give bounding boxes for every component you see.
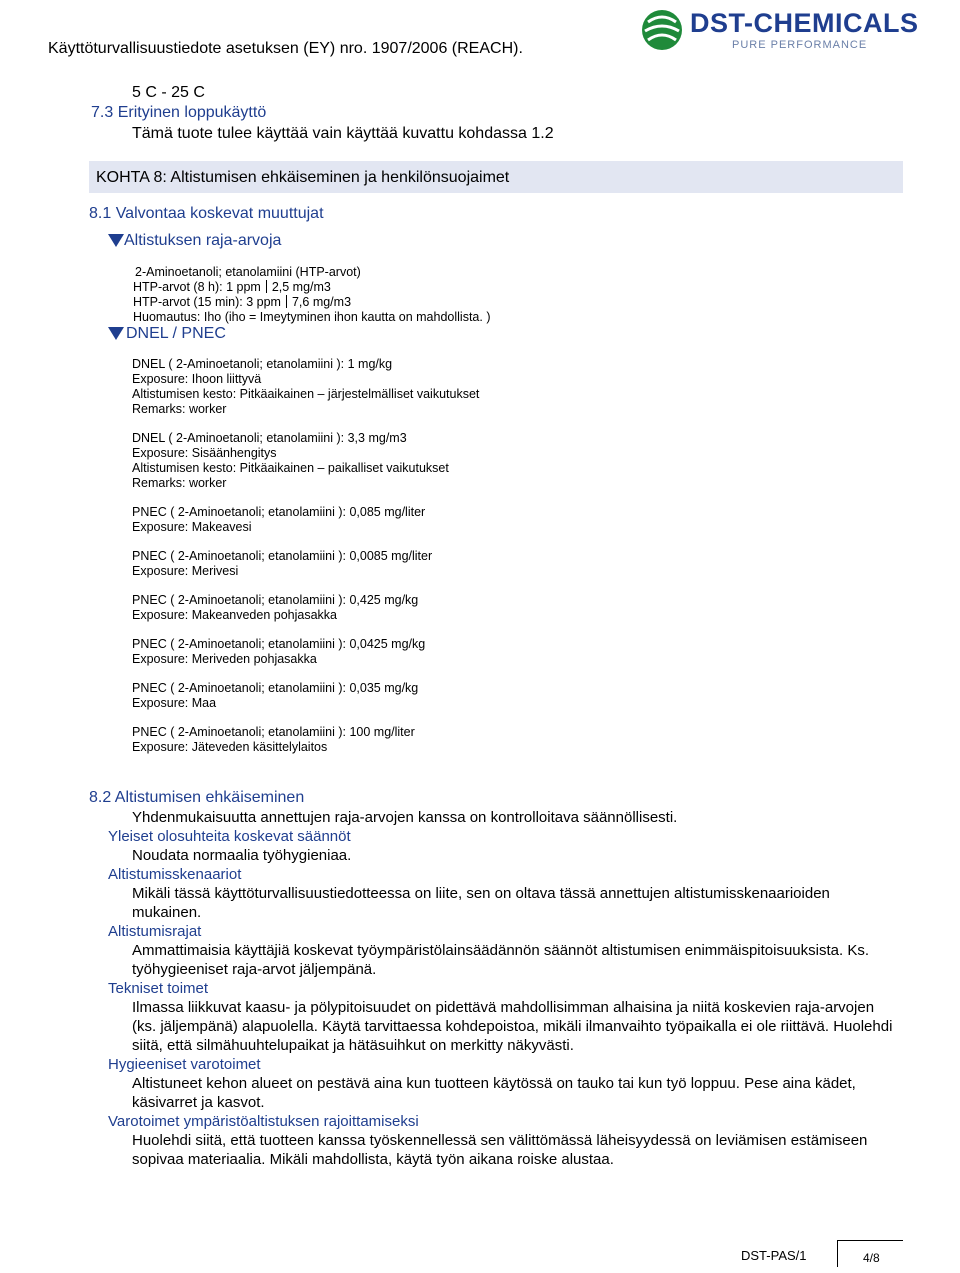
dnel-line: Altistumisen kesto: Pitkäaikainen – järjestelmälliset vaikutukset (132, 387, 480, 401)
pnec-line: Exposure: Jäteveden käsittelylaitos (132, 740, 328, 754)
subsection-text: Mikäli tässä käyttöturvallisuustiedotteessa on liite, sen on oltava tässä annettujen altistumisskenaarioiden mukainen. (132, 885, 830, 921)
section-8-2-body (108, 808, 898, 1169)
dnel-line: Altistumisen kesto: Pitkäaikainen – paikalliset vaikutukset (132, 461, 449, 475)
limit-15min-mg: 7,6 mg/m3 (291, 295, 352, 309)
section-8-1-title: 8.1 Valvontaa koskevat muuttujat (89, 205, 324, 222)
page-number: 4/8 (863, 1251, 880, 1265)
limits-substance: 2-Aminoetanoli; etanolamiini (HTP-arvot) (135, 265, 361, 279)
section-7-3-text: Tämä tuote tulee käyttää vain käyttää kuvattu kohdassa 1.2 (132, 125, 554, 142)
dnel-line: DNEL ( 2-Aminoetanoli; etanolamiini ): 3,3 mg/m3 (132, 431, 407, 445)
section-7-3-title: 7.3 Erityinen loppukäyttö (91, 104, 267, 121)
subsection-text: Huolehdi siitä, että tuotteen kanssa työskennellessä sen välittömässä läheisyydessä on leviämisen estämiseen sopivaa materiaalia. Mikäli mahdollista, käytä työn aikana roiske alustaa. (132, 1132, 868, 1168)
company-logo (640, 4, 920, 56)
dnel-line: Remarks: worker (132, 476, 227, 490)
limit-8h-mg: 2,5 mg/m3 (271, 280, 331, 294)
pnec-line: Exposure: Merivesi (132, 564, 239, 578)
list-item (132, 725, 832, 755)
dnel-pnec-title: DNEL / PNEC (126, 325, 226, 342)
list-item (132, 357, 832, 417)
pnec-line: PNEC ( 2-Aminoetanoli; etanolamiini ): 0,425 mg/kg (132, 593, 419, 607)
page-number-box (837, 1240, 903, 1267)
pnec-line: PNEC ( 2-Aminoetanoli; etanolamiini ): 0,085 mg/liter (132, 505, 426, 519)
subsection-text: Ammattimaisia käyttäjiä koskevat työympäristölainsäädännön säännöt altistumisen enimmäispitoisuuksista. Ks. työhygieeniset raja-arvot jäljempänä. (132, 942, 869, 978)
pnec-line: PNEC ( 2-Aminoetanoli; etanolamiini ): 0,035 mg/kg (132, 681, 419, 695)
logo-tagline: PURE PERFORMANCE (732, 39, 868, 51)
pnec-line: Exposure: Meriveden pohjasakka (132, 652, 317, 666)
limits-note: Huomautus: Iho (iho = Imeytyminen ihon kautta on mahdollista. ) (133, 310, 491, 324)
pnec-line: Exposure: Makeavesi (132, 520, 252, 534)
pnec-line: PNEC ( 2-Aminoetanoli; etanolamiini ): 100 mg/liter (132, 725, 415, 739)
subsection-text: Noudata normaalia työhygieniaa. (132, 847, 352, 864)
list-item (132, 681, 832, 711)
section-8-heading-band (89, 161, 903, 193)
subsection-title: Altistumisskenaariot (108, 866, 242, 883)
pnec-line: PNEC ( 2-Aminoetanoli; etanolamiini ): 0,0425 mg/kg (132, 637, 426, 651)
list-item (132, 431, 832, 491)
pnec-line: Exposure: Makeanveden pohjasakka (132, 608, 337, 622)
triangle-marker-icon (108, 234, 124, 247)
value-separator (266, 280, 267, 293)
list-item (132, 549, 832, 579)
logo-wordmark: DST-CHEMICALS (690, 8, 919, 38)
limits-row-15min (133, 295, 351, 310)
subsection-title: Altistumisrajat (108, 923, 202, 940)
pnec-line: PNEC ( 2-Aminoetanoli; etanolamiini ): 0,0085 mg/liter (132, 549, 433, 563)
subsection-text: Altistuneet kehon alueet on pestävä aina kun tuotteen käytössä on tauko tai kun työ loppuu. Pese aina kädet, käsivarret ja kasvot. (132, 1075, 856, 1111)
dnel-line: DNEL ( 2-Aminoetanoli; etanolamiini ): 1 mg/kg (132, 357, 393, 371)
limit-15min-ppm: HTP-arvot (15 min): 3 ppm (133, 295, 281, 309)
dnel-line: Exposure: Sisäänhengitys (132, 446, 277, 460)
list-item (132, 593, 832, 623)
dnel-line: Exposure: Ihoon liittyvä (132, 372, 262, 386)
dnel-pnec-list (132, 357, 832, 755)
limit-8h-ppm: HTP-arvot (8 h): 1 ppm (133, 280, 261, 294)
value-separator (286, 295, 287, 308)
exposure-limits-title: Altistuksen raja-arvoja (124, 232, 282, 249)
subsection-title: Hygieeniset varotoimet (108, 1056, 261, 1073)
pnec-line: Exposure: Maa (132, 696, 217, 710)
document-title: Käyttöturvallisuustiedote asetuksen (EY) nro. 1907/2006 (REACH). (48, 40, 523, 57)
section-8-2-text: Yhdenmukaisuutta annettujen raja-arvojen kanssa on kontrolloitava säännöllisesti. (132, 809, 678, 826)
subsection-title: Varotoimet ympäristöaltistuksen rajoittamiseksi (108, 1113, 419, 1130)
subsection-text: Ilmassa liikkuvat kaasu- ja pölypitoisuudet on pidettävä mahdollisimman alhaisina ja niitä koskevien raja-arvojen (ks. jäljempänä) alapuolella. Käytä tarvittaessa kohdepoistoa, mikäli ilmanvaihto työpaikalla ei ole riittävä. Huolehdi siitä, että silmähuuhtelupaikat ja hätäsuihkut on merkitty näkyvästi. (132, 999, 893, 1054)
storage-temperature: 5 C - 25 C (132, 84, 205, 101)
list-item (132, 637, 832, 667)
subsection-title: Tekniset toimet (108, 980, 209, 997)
limits-row-8h (133, 280, 331, 295)
list-item (132, 505, 832, 535)
section-8-2-title: 8.2 Altistumisen ehkäiseminen (89, 789, 305, 806)
document-code: DST-PAS/1 (741, 1248, 807, 1263)
triangle-marker-icon (108, 327, 124, 340)
section-8-heading: KOHTA 8: Altistumisen ehkäiseminen ja henkilönsuojaimet (96, 169, 510, 186)
subsection-title: Yleiset olosuhteita koskevat säännöt (108, 828, 351, 845)
dnel-line: Remarks: worker (132, 402, 227, 416)
